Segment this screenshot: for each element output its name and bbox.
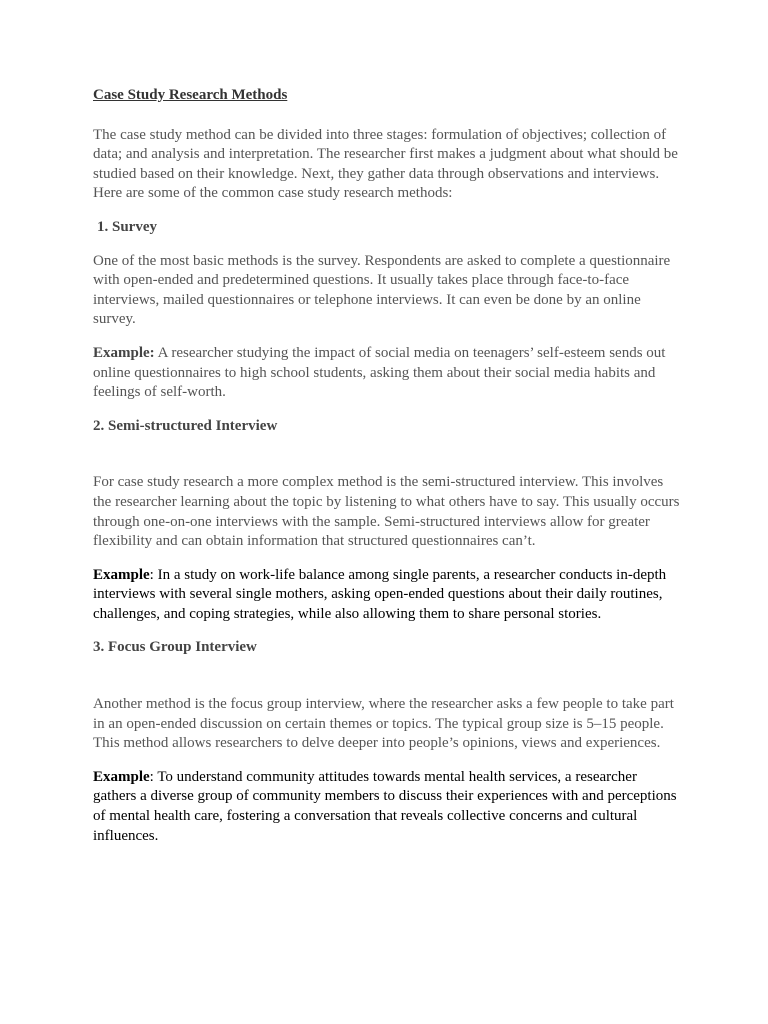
example-label: Example — [93, 768, 150, 785]
section-body-semi-structured-interview: For case study research a more complex method is the semi-structured interview. This involves the researcher learning about the topic by listening to what others have to say. This usually occurs through one-on-one interviews with the sample. Semi-structured interviews allow for greater flexibility and can obtain information that structured questionnaires can’t. — [93, 474, 680, 550]
section-heading-focus-group-interview: 3. Focus Group Interview — [93, 639, 257, 656]
example-text: : In a study on work-life balance among single parents, a researcher conducts in-depth interviews with several single mothers, asking open-ended questions about their daily routines, challenges, and coping strategies, while also allowing them to share personal stories. — [93, 566, 667, 622]
example-text: : To understand community attitudes towards mental health services, a researcher gathers a diverse group of community members to discuss their experiences with and perceptions of mental health care, fostering a conversation that reveals collective concerns and cultural influences. — [93, 768, 677, 844]
example-label: Example — [93, 566, 150, 583]
example-label: Example: — [93, 344, 155, 361]
document-title: Case Study Research Methods — [93, 87, 288, 103]
intro-paragraph: The case study method can be divided into three stages: formulation of objectives; collection of data; and analysis and interpretation. The researcher first makes a judgment about what should be studied based on their knowledge. Next, they gather data through observations and interviews. Here are some of the common case study research methods: — [93, 126, 678, 202]
section-heading-survey: 1. Survey — [97, 218, 157, 235]
example-text: A researcher studying the impact of social media on teenagers’ self-esteem sends out online questionnaires to high school students, asking them about their social media habits and feelings of self-worth. — [93, 344, 666, 401]
section-body-focus-group-interview: Another method is the focus group interview, where the researcher asks a few people to take part in an open-ended discussion on certain themes or topics. The typical group size is 5–15 people. This method allows researchers to delve deeper into people’s opinions, views and experiences. — [93, 696, 674, 752]
section-body-survey: One of the most basic methods is the survey. Respondents are asked to complete a questionnaire with open-ended and predetermined questions. It usually takes place through face-to-face interviews, mailed questionnaires or telephone interviews. It can even be done by an online survey. — [93, 252, 671, 328]
example-paragraph-survey — [93, 344, 683, 403]
example-paragraph-focus-group-interview — [93, 768, 683, 846]
example-paragraph-semi-structured-interview — [93, 566, 683, 625]
document-page — [93, 86, 683, 846]
section-heading-semi-structured-interview: 2. Semi-structured Interview — [93, 417, 278, 434]
